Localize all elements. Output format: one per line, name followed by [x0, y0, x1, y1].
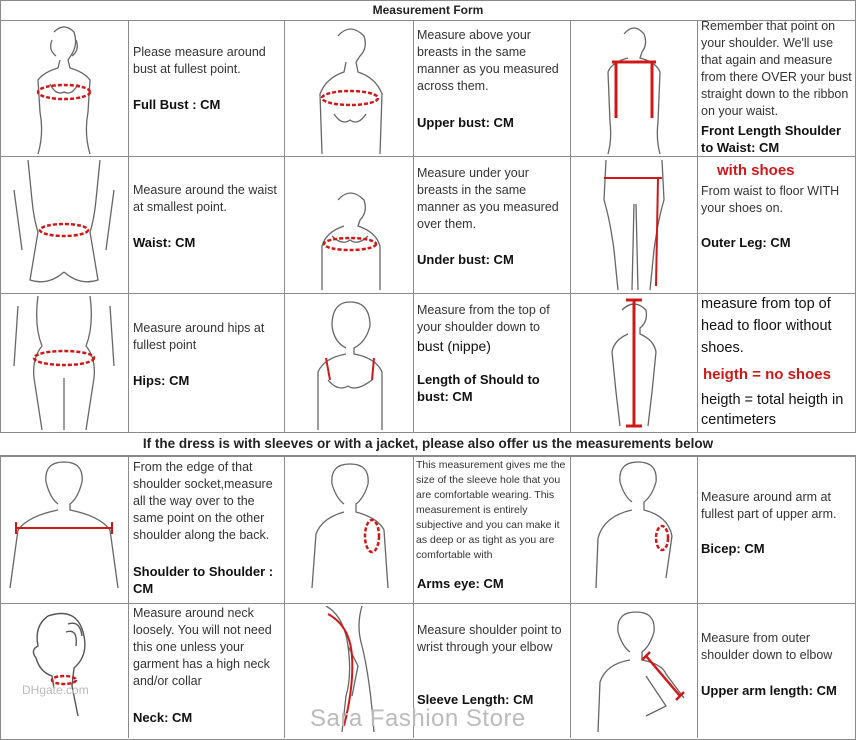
upper-arm-figure: [576, 606, 692, 732]
height-text: measure from top of head to floor without shoes.: [701, 296, 832, 356]
col-divider: [128, 20, 129, 432]
waist-figure: [8, 160, 120, 290]
front-length-label: Front Length Shoulder to Waist: CM: [701, 123, 842, 155]
col-divider: [697, 456, 698, 738]
shoulder-bust-text-2: bust (nippe): [417, 338, 491, 354]
shoulder-bust-figure: [292, 296, 408, 430]
outer-leg-text: From waist to floor WITH your shoes on.: [701, 184, 840, 215]
neck-text: Measure around neck loosely. You will not need this one unless your garment has a high neck and/or collar: [133, 606, 272, 688]
full-bust-text: Please measure around bust at fullest point.: [133, 45, 266, 76]
front-length-text: Remember that point on your shoulder. We'll use that again and measure from there OVER your bust straight down to the ribbon on your waist.: [701, 19, 852, 118]
upper-bust-figure: [292, 22, 408, 154]
waist-text: Measure around the waist at smallest point.: [133, 183, 277, 214]
shoulder-bust-text: Measure from the top of your shoulder down to: [417, 303, 550, 334]
shoulder-to-shoulder-label: Shoulder to Shoulder : CM: [133, 564, 274, 596]
waist-label: Waist: CM: [133, 235, 196, 250]
height-note: heigth = no shoes: [703, 366, 831, 383]
small-watermark: DHgate.com: [22, 683, 89, 697]
col-divider: [128, 456, 129, 738]
col-divider: [413, 20, 414, 432]
hips-text: Measure around hips at fullest point: [133, 321, 265, 352]
under-bust-text: Measure under your breasts in the same manner as you measured over them.: [417, 166, 559, 231]
upper-arm-label: Upper arm length: CM: [701, 683, 837, 698]
front-length-figure: [576, 22, 692, 154]
sleeve-length-text: Measure shoulder point to wrist through your elbow: [417, 623, 562, 654]
full-bust-label: Full Bust : CM: [133, 97, 221, 112]
height-text-2: heigth = total heigth in centimeters: [701, 392, 844, 428]
sleeve-banner: If the dress is with sleeves or with a jacket, please also offer us the measurements below: [0, 432, 856, 457]
outer-leg-note: with shoes: [717, 162, 795, 179]
shoulder-to-shoulder-text: From the edge of that shoulder socket,measure all the way over to the same point on the other shoulder along the back.: [133, 460, 273, 542]
bicep-text: Measure around arm at fullest part of upper arm.: [701, 490, 837, 521]
arms-eye-text: This measurement gives me the size of the sleeve hole that you are comfortable wearing. This measurement is entirely subjective and you can make it as deep or as tight as you are comfortable with: [416, 459, 566, 561]
store-watermark: Sara Fashion Store: [310, 705, 526, 732]
bicep-figure: [576, 458, 692, 600]
col-divider: [284, 20, 285, 432]
hips-figure: [8, 296, 120, 430]
col-divider: [570, 456, 571, 738]
upper-bust-text: Measure above your breasts in the same manner as you measured across them.: [417, 28, 559, 93]
shoulder-to-shoulder-figure: [8, 458, 120, 600]
arms-eye-label: Arms eye: CM: [417, 576, 504, 591]
outer-leg-figure: [576, 160, 692, 290]
sleeve-length-label: Sleeve Length: CM: [417, 692, 534, 707]
form-title: Measurement Form: [0, 0, 856, 21]
neck-figure: [8, 606, 122, 732]
under-bust-label: Under bust: CM: [417, 252, 514, 267]
col-divider: [697, 20, 698, 432]
outer-leg-label: Outer Leg: CM: [701, 235, 791, 250]
height-figure: [576, 296, 692, 430]
bicep-label: Bicep: CM: [701, 541, 765, 556]
arms-eye-figure: [292, 458, 408, 600]
col-divider: [284, 456, 285, 738]
hips-label: Hips: CM: [133, 373, 190, 388]
upper-arm-text: Measure from outer shoulder down to elbow: [701, 631, 833, 662]
shoulder-bust-label: Length of Should to bust: CM: [417, 372, 540, 404]
upper-bust-label: Upper bust: CM: [417, 115, 514, 130]
under-bust-figure: [292, 160, 408, 290]
full-bust-figure: [8, 22, 120, 154]
neck-label: Neck: CM: [133, 710, 193, 725]
col-divider: [570, 20, 571, 432]
col-divider: [413, 456, 414, 738]
